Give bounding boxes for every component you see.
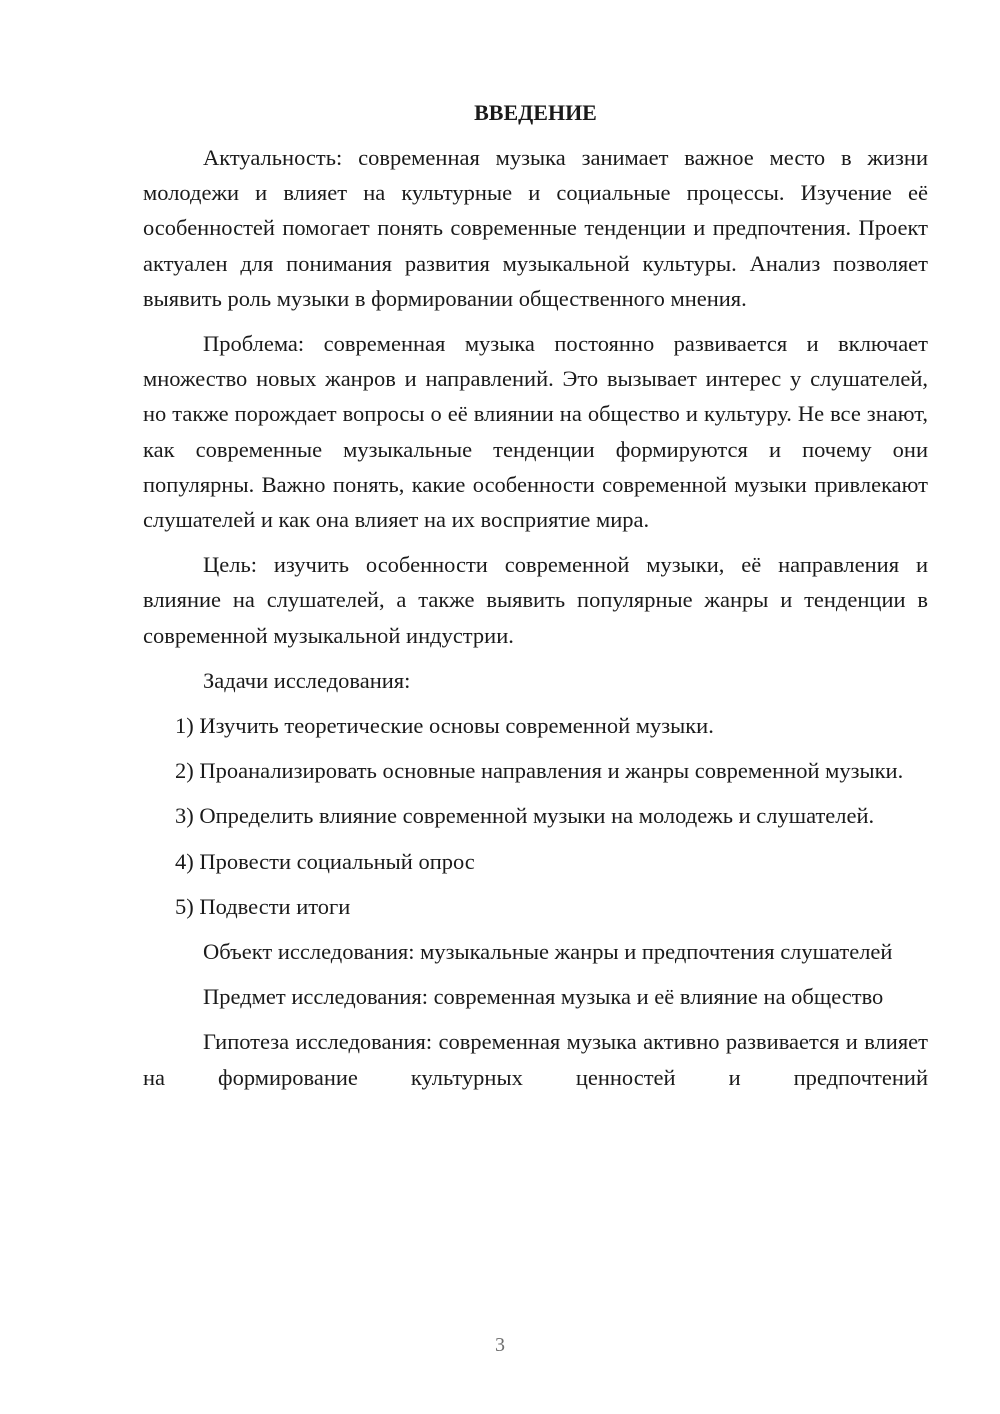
task-item-1: 1) Изучить теоретические основы современной музыки. — [175, 713, 714, 739]
paragraph-subject: Предмет исследования: современная музыка и её влияние на общество — [203, 984, 884, 1010]
task-item-4: 4) Провести социальный опрос — [175, 848, 475, 874]
page-number: 3 — [495, 1334, 505, 1356]
paragraph-problem: Проблема: современная музыка постоянно развивается и включает множество новых жанров и направлений. Это вызывает интерес у слушателей, но также порождает вопросы о её влиянии на общество и культуру. Не все знают, как современные музыкальные тенденции формируются и почему они популярны. Важно понять, какие особенности современной музыки привлекают слушателей и как она влияет на их восприятие мира. — [143, 331, 928, 533]
task-item-5: 5) Подвести итоги — [175, 893, 351, 919]
paragraph-tasks-heading: Задачи исследования: — [203, 667, 411, 693]
task-item-2: 2) Проанализировать основные направления и жанры современной музыки. — [175, 758, 904, 784]
paragraph-relevance: Актуальность: современная музыка занимает важное место в жизни молодежи и влияет на культурные и социальные процессы. Изучение её особенностей помогает понять современные тенденции и предпочтения. Проект актуален для понимания развития музыкальной культуры. Анализ позволяет выявить роль музыки в формировании общественного мнения. — [143, 145, 928, 311]
paragraph-object: Объект исследования: музыкальные жанры и предпочтения слушателей — [203, 939, 893, 965]
page-content — [143, 95, 928, 1095]
paragraph-hypothesis: Гипотеза исследования: современная музыка активно развивается и влияет на формирование культурных ценностей и предпочтений — [143, 1029, 928, 1090]
section-title: ВВЕДЕНИЕ — [474, 100, 597, 125]
paragraph-goal: Цель: изучить особенности современной музыки, её направления и влияние на слушателей, а также выявить популярные жанры и тенденции в современной музыкальной индустрии. — [143, 552, 928, 648]
task-item-3: 3) Определить влияние современной музыки на молодежь и слушателей. — [175, 803, 875, 829]
